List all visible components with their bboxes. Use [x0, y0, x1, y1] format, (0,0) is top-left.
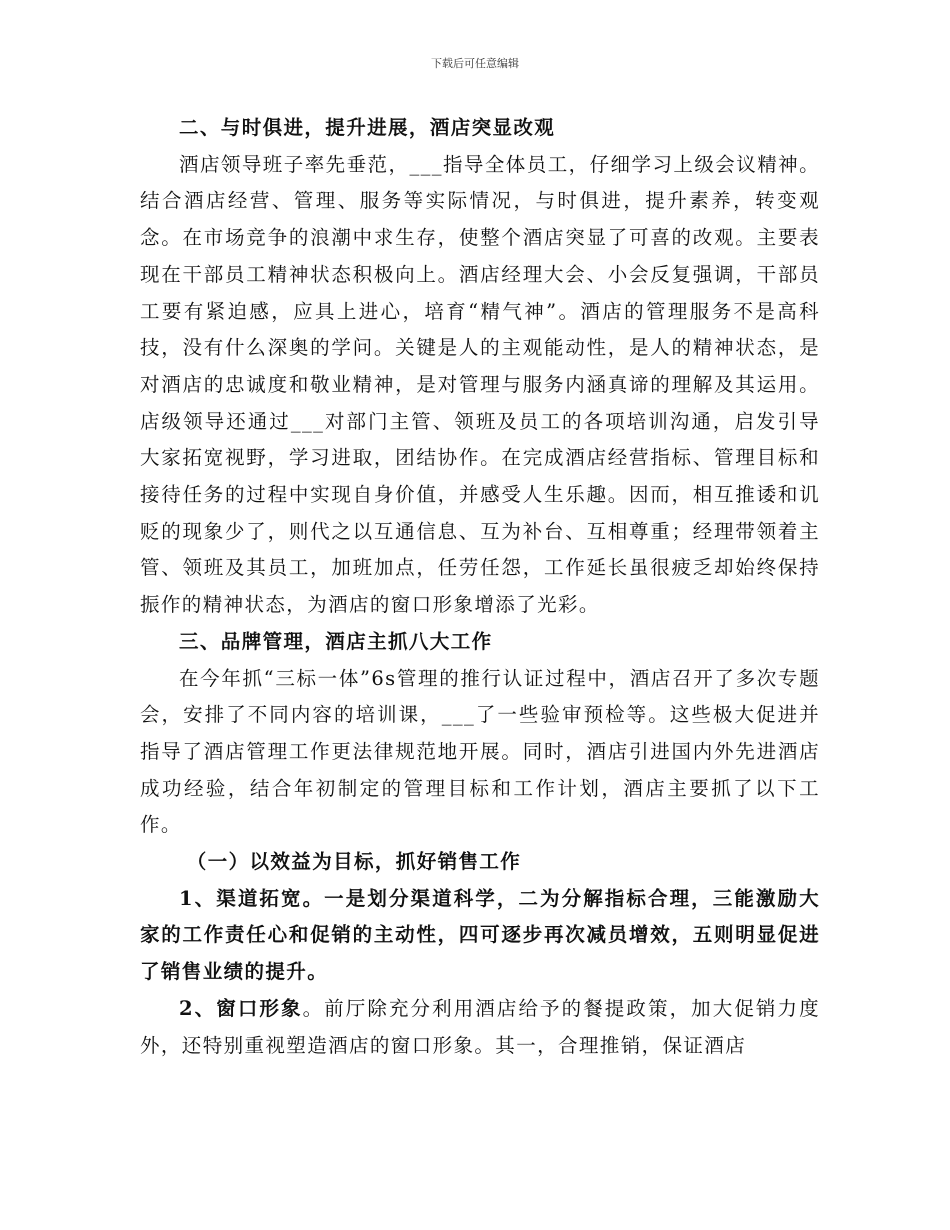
- list-item-window-image: [140, 991, 820, 1064]
- section-heading-2: 二、与时俱进，提升进展，酒店突显改观: [179, 116, 556, 139]
- list-item-title: 2、窗口形象: [179, 996, 303, 1020]
- subsection-heading-1: （一）以效益为目标，抓好销售工作: [186, 850, 522, 874]
- section-paragraph-3: 在今年抓“三标一体”6s管理的推行认证过程中，酒店召开了多次专题会，安排了不同内容的培训课，___了一些验审预检等。这些极大促进并指导了酒店管理工作更法律规范地开展。同时，酒店引进国内外先进酒店成功经验，结合年初制定的管理目标和工作计划，酒店主要抓了以下工作。: [140, 666, 820, 837]
- list-item-body: 。前厅除充分利用酒店给予的餐提政策，加大促销力度外，还特别重视塑造酒店的窗口形象。其一，合理推销，保证酒店: [140, 996, 820, 1057]
- document-body: [140, 110, 820, 1064]
- section-paragraph-2: 酒店领导班子率先垂范，___指导全体员工，仔细学习上级会议精神。结合酒店经营、管理、服务等实际情况，与时俱进，提升素养，转变观念。在市场竞争的浪潮中求生存，使整个酒店突显了可喜的改观。主要表现在干部员工精神状态积极向上。酒店经理大会、小会反复强调，干部员工要有紧迫感，应具上进心，培育“精气神”。酒店的管理服务不是高科技，没有什么深奥的学问。关键是人的主观能动性，是人的精神状态，是对酒店的忠诚度和敬业精神，是对管理与服务内涵真谛的理解及其运用。店级领导还通过___对部门主管、领班及员工的各项培训沟通，启发引导大家拓宽视野，学习进取，团结协作。在完成酒店经营指标、管理目标和接待任务的过程中实现自身价值，并感受人生乐趣。因而，相互推诿和讥贬的现象少了，则代之以互通信息、互为补台、互相尊重；经理带领着主管、领班及其员工，加班加点，任劳任怨，工作延长虽很疲乏却始终保持振作的精神状态，为酒店的窗口形象增添了光彩。: [140, 152, 820, 617]
- list-item-channel-expansion: 1、渠道拓宽。一是划分渠道科学，二为分解指标合理，三能激励大家的工作责任心和促销的主动性，四可逐步再次减员增效，五则明显促进了销售业绩的提升。: [140, 886, 820, 984]
- section-heading-3: 三、品牌管理，酒店主抓八大工作: [179, 629, 493, 653]
- page-header: 下载后可任意编辑: [431, 57, 519, 70]
